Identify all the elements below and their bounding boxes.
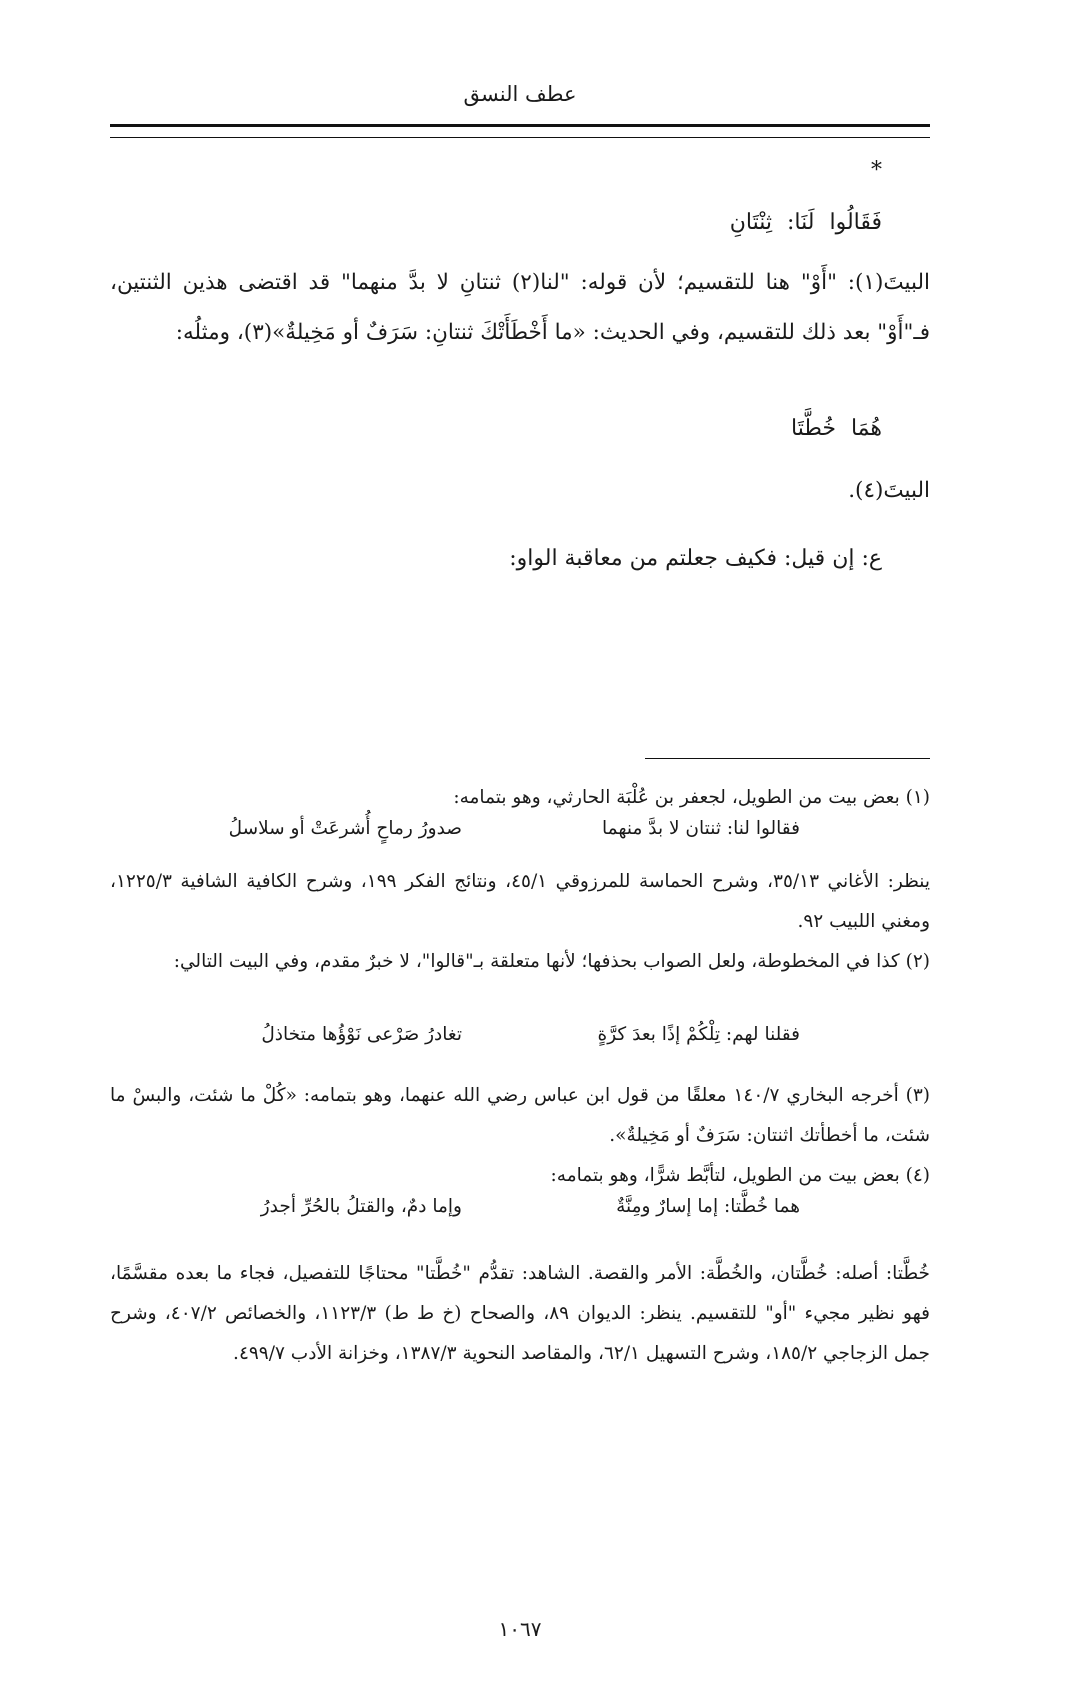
footnote-4-verse-hemistich-2: وإما دمٌ، والقتلُ بالحُرِّ أجدرُ bbox=[260, 1196, 462, 1217]
footnote-2-verse-hemistich-2: تغادرُ صَرْعى نَوْؤُها متخاذلُ bbox=[261, 1024, 462, 1045]
body-paragraph-1: البيتَ(١): "أَوْ" هنا للتقسيم؛ لأن قوله: "لنا(٢) ثنتانِ لا بدَّ منهما" قد اقتضى هذين الثنتين، فـ"أَوْ" بعد ذلك للتقسيم، وفي الحديث: «ما أَخْطَأَتْكَ ثنتانِ: سَرَفٌ أو مَخِيلةٌ»(٣)، ومثلُه: bbox=[110, 270, 930, 345]
footnote-4-verse-hemistich-1: هما خُطَّتا: إما إسارٌ ومِنَّةٌ bbox=[616, 1196, 800, 1217]
page-number: ١٠٦٧ bbox=[498, 1617, 542, 1641]
header-rule-thin bbox=[110, 137, 930, 138]
footnote-4-intro: (٤) بعض بيت من الطويل، لتأبَّط شرًّا، وهو بتمامه: bbox=[550, 1165, 930, 1186]
footnote-1-verse-hemistich-1: فقالوا لنا: ثنتان لا بدَّ منهما bbox=[602, 818, 800, 839]
footnote-1-verse-hemistich-2: صدورُ رماحٍ أُشرعَتْ أو سلاسلُ bbox=[228, 818, 462, 839]
footnote-3-text: (٣) أخرجه البخاري ١٤٠/٧ معلقًا من قول ابن عباس رضي الله عنهما، وهو بتمامه: «كُلْ ما شئت، والبسْ ما شئت، ما أخطأتك اثنتان: سَرَفٌ أو مَخِيلةٌ». bbox=[110, 1085, 930, 1146]
section-asterisk: * bbox=[871, 158, 882, 183]
footnote-2-text: (٢) كذا في المخطوطة، ولعل الصواب بحذفها؛ لأنها متعلقة بـ"قالوا"، لا خبرٌ مقدم، وفي البيت التالي: bbox=[173, 951, 930, 972]
document-page bbox=[110, 0, 930, 1698]
body-paragraph-2: البيتَ(٤). bbox=[848, 478, 930, 503]
body-paragraph-3: ع: إن قيل: فكيف جعلتم من معاقبة الواو: bbox=[509, 546, 882, 571]
running-header: عطف النسق bbox=[463, 82, 577, 106]
footnote-4-commentary: خُطَّتا: أصله: خُطَّتان، والخُطَّة: الأمر والقصة. الشاهد: تقدُّم "خُطَّتا" محتاجًا للتفصيل، فجاء ما بعده مقسَّمًا، فهو نظير مجيء "أو" للتقسيم. ينظر: الديوان ٨٩، والصحاح (خ ط ط) ١١٢٣/٣، والخصائص ٤٠٧/٢، وشرح جمل الزجاجي ١٨٥/٢، وشرح التسهيل ٦٢/١، والمقاصد النحوية ١٣٨٧/٣، وخزانة الأدب ٤٩٩/٧. bbox=[110, 1263, 930, 1364]
verse-fragment-2: هُمَا خُطَّتَا bbox=[790, 416, 882, 441]
verse-fragment-1: فَقَالُوا لَنَا: ثِنْتَانِ bbox=[729, 210, 882, 235]
footnote-2-verse-hemistich-1: فقلنا لهم: تِلْكُمْ إذًا بعدَ كرَّةٍ bbox=[597, 1024, 800, 1045]
footnote-1-intro: (١) بعض بيت من الطويل، لجعفر بن عُلْبَة الحارثي، وهو بتمامه: bbox=[453, 787, 930, 808]
footnote-1-references: ينظر: الأغاني ٣٥/١٣، وشرح الحماسة للمرزوقي ٤٥/١، ونتائج الفكر ١٩٩، وشرح الكافية الشافية ١٢٢٥/٣، ومغني اللبيب ٩٢. bbox=[110, 871, 930, 932]
header-rule-thick bbox=[110, 124, 930, 127]
footnote-separator bbox=[645, 758, 930, 759]
